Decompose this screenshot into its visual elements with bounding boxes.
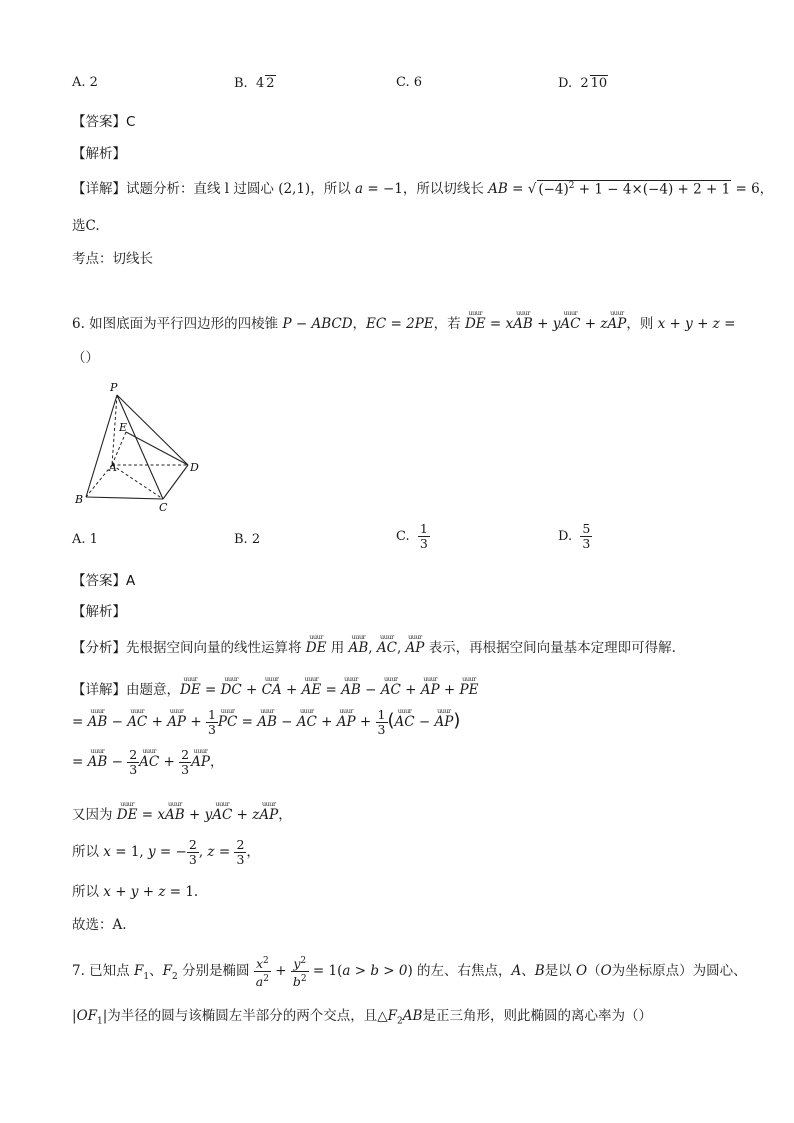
- label-d: D: [190, 461, 199, 474]
- q5-option-d[interactable]: D. 2 10: [558, 76, 608, 91]
- q7-line1: 7. 已知点 $F_1$、$F_2$ 分别是椭圆 $\frac{x^2}{a^2}$ + $\frac{y^2}{b^2}$ = 1(a > b > 0) 的左、右焦点，A、B是以 O（O为坐标原点）为圆心、: [72, 956, 747, 990]
- edge-pd: [117, 395, 188, 465]
- q5-option-c[interactable]: C. 6: [396, 75, 423, 90]
- q6-stem-paren: （）: [72, 350, 99, 366]
- q6-step4: 又因为 uuur DE = x uuur AB + y uuur AC + z uuur AP，: [72, 800, 292, 823]
- q7-line2: $|OF_1|$为半径的圆与该椭圆左半部分的两个交点，且$\triangle F_2AB$是正三角形，则此椭圆的离心率为（）: [72, 1008, 652, 1027]
- edge-bc: [86, 497, 163, 499]
- q6-options: [72, 522, 732, 558]
- q5-option-b[interactable]: B. 4 2: [234, 76, 275, 91]
- answer-value: A: [126, 573, 136, 589]
- q6-step1: 【详解】由题意， uuur DE = uuur DC + uuur CA + uuur AE = uuur AB − uuur AC + uuur AP + uuur PE: [72, 675, 479, 698]
- q5-detail: [72, 177, 773, 197]
- q6-conclusion: 故选：A.: [72, 917, 127, 933]
- edge-cd: [163, 465, 188, 499]
- answer-tag: 【答案】: [72, 114, 126, 130]
- q6-option-c[interactable]: C. $\frac{1}{3}$: [396, 521, 428, 551]
- q5-analysis-tag: 【解析】: [72, 146, 126, 162]
- answer-value: C: [126, 114, 136, 130]
- q5-answer: [72, 110, 135, 130]
- detail-tag: 【详解】: [72, 682, 126, 698]
- label-b: B: [75, 493, 84, 506]
- label-c: C: [159, 501, 168, 514]
- label-e: E: [119, 421, 128, 434]
- q6-stem: 6. 如图底面为平行四边形的四棱锥 P − ABCD，EC = 2PE，若 uuur DE = x uuur AB + y uuur AC + z uuur AP，则 x + y + z =: [72, 309, 736, 332]
- q5-options: [72, 75, 732, 95]
- q6-option-a[interactable]: A. 1: [72, 532, 98, 547]
- q6-step6: 所以 x + y + z = 1.: [72, 884, 199, 900]
- detail-tag: 【详解】: [72, 181, 126, 197]
- q6-option-b[interactable]: B. 2: [234, 532, 261, 547]
- label-a: A: [109, 461, 117, 474]
- q6-analysis-tag: 【解析】: [72, 604, 126, 620]
- q5-detail-text: 试题分析：直线 l 过圆心 (2,1)，所以 a = −1，所以切线长 AB = √ $(-4)^2 + 1 - 4\times(-4) + 2 + 1 = 6$，: [126, 180, 774, 197]
- q5-kaodian: 考点：切线长: [72, 251, 153, 267]
- q6-step5: 所以 x = 1, y = − $\frac{2}{3}$ , z = $\frac{2}{3}$ ，: [72, 837, 260, 867]
- q6-step3: = uuur AB − $\frac{2}{3}$ uuur AC + $\frac{2}{3}$ uuur AP，: [72, 747, 224, 777]
- label-p: P: [110, 381, 118, 394]
- edge-ed: [126, 432, 188, 465]
- q6-step2: = uuur AB − uuur AC + uuur AP + $\frac{1}{3}$ uuur PC = uuur AB − uuur AC + uuur AP + $\frac{1}{3}$ ( uuur AC − uuur AP): [72, 707, 461, 737]
- q6-fenxi: 【分析】先根据空间向量的线性运算将 uuur DE 用 uuur AB, uuur AC, uuur AP 表示，再根据空间向量基本定理即可得解.: [72, 633, 676, 656]
- answer-tag: 【答案】: [72, 573, 126, 589]
- q6-option-d[interactable]: D. $\frac{5}{3}$: [558, 521, 591, 551]
- edge-pb: [86, 395, 117, 497]
- q5-option-a[interactable]: A. 2: [72, 75, 98, 90]
- q6-answer: [72, 569, 135, 589]
- q5-detail-cont: 选C.: [72, 218, 100, 234]
- fenxi-tag: 【分析】: [72, 640, 126, 656]
- pyramid-figure: [70, 378, 210, 514]
